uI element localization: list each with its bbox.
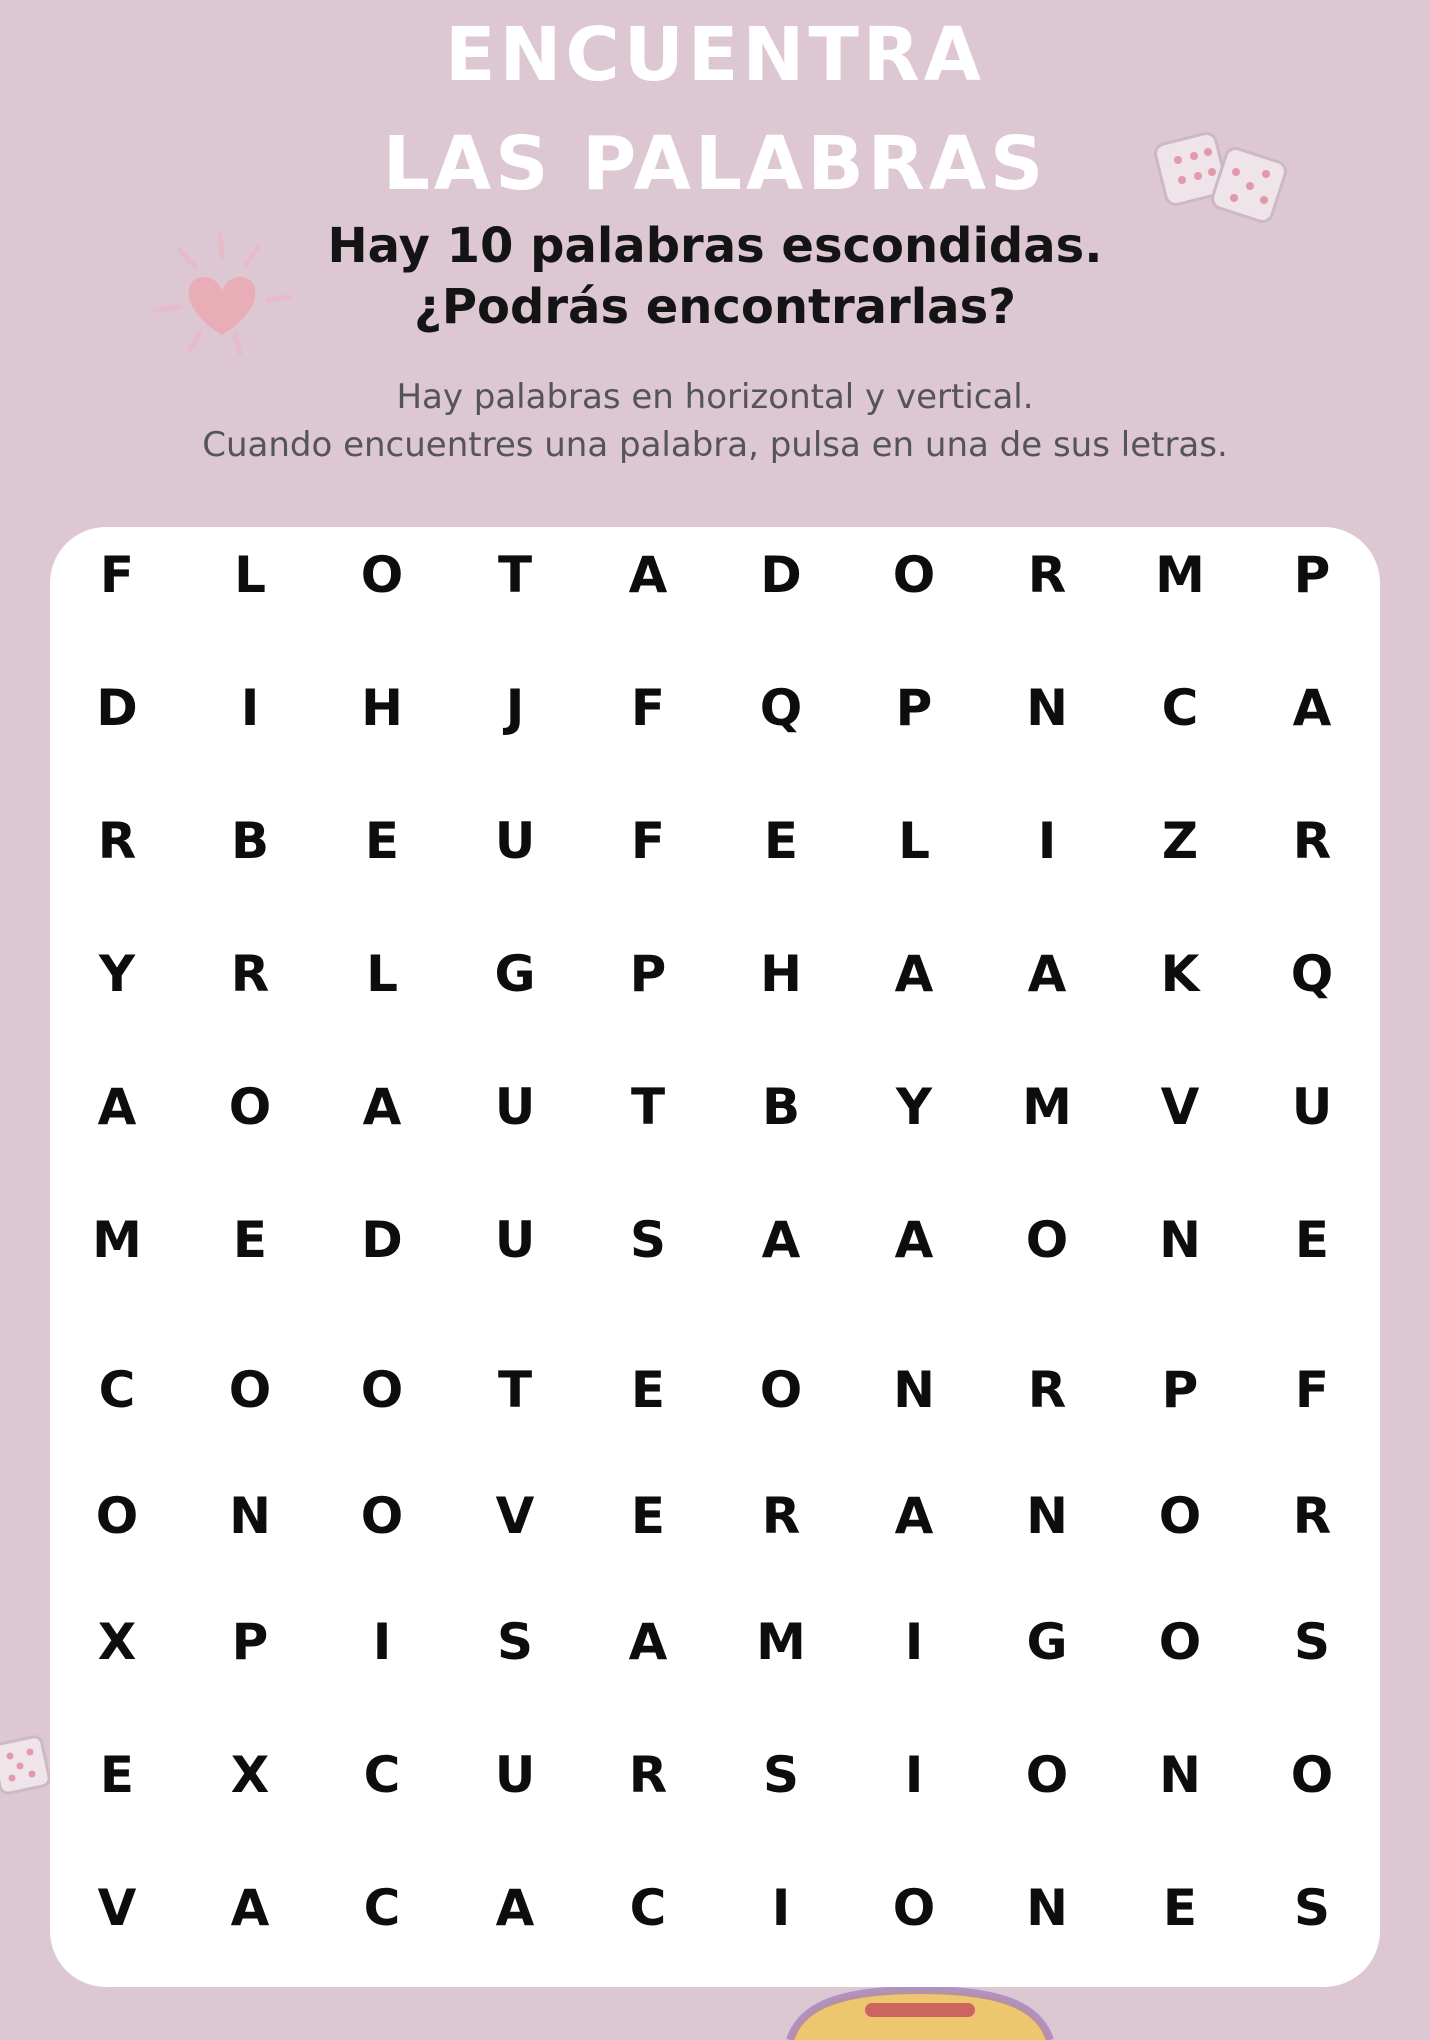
- letter-cell[interactable]: R: [1027, 546, 1067, 604]
- letter-cell[interactable]: E: [1294, 1211, 1330, 1269]
- grid-row-11: [50, 1858, 1380, 1958]
- letter-cell[interactable]: O: [759, 1361, 803, 1419]
- letter-cell[interactable]: O: [360, 546, 404, 604]
- letter-cell[interactable]: U: [494, 812, 536, 870]
- letter-cell[interactable]: I: [1037, 812, 1057, 870]
- letter-cell[interactable]: O: [95, 1487, 139, 1545]
- title-line-1: ENCUENTRA: [444, 12, 986, 98]
- letter-cell[interactable]: A: [495, 1879, 535, 1937]
- letter-cell[interactable]: U: [494, 1078, 536, 1136]
- letter-cell[interactable]: O: [892, 546, 936, 604]
- letter-cell[interactable]: S: [629, 1211, 666, 1269]
- letter-cell[interactable]: O: [892, 1879, 936, 1937]
- letter-cell[interactable]: C: [98, 1361, 136, 1419]
- letter-cell[interactable]: Z: [1161, 812, 1199, 870]
- letter-cell[interactable]: N: [1026, 1487, 1068, 1545]
- letter-cell[interactable]: E: [763, 812, 799, 870]
- letter-cell[interactable]: A: [362, 1078, 402, 1136]
- letter-cell[interactable]: S: [762, 1746, 799, 1804]
- letter-cell[interactable]: C: [363, 1879, 401, 1937]
- letter-cell[interactable]: H: [760, 945, 802, 1003]
- letter-cell[interactable]: O: [1025, 1746, 1069, 1804]
- letter-cell[interactable]: F: [630, 812, 666, 870]
- letter-cell[interactable]: M: [756, 1613, 806, 1671]
- grid-row-6: [50, 1190, 1380, 1290]
- subtitle-line-1: Hay 10 palabras escondidas.: [327, 218, 1103, 274]
- letter-cell[interactable]: I: [771, 1879, 791, 1937]
- letter-cell[interactable]: M: [1155, 546, 1205, 604]
- letter-cell[interactable]: R: [761, 1487, 801, 1545]
- letter-cell[interactable]: N: [1026, 679, 1068, 737]
- letter-cell[interactable]: C: [629, 1879, 667, 1937]
- letter-cell[interactable]: O: [1158, 1613, 1202, 1671]
- letter-cell[interactable]: T: [630, 1078, 666, 1136]
- letter-cell[interactable]: D: [760, 546, 802, 604]
- letter-cell[interactable]: N: [1159, 1211, 1201, 1269]
- letter-cell[interactable]: F: [99, 546, 135, 604]
- letter-cell[interactable]: U: [1291, 1078, 1333, 1136]
- letter-cell[interactable]: A: [97, 1078, 137, 1136]
- letter-cell[interactable]: E: [364, 812, 400, 870]
- letter-cell[interactable]: R: [1292, 1487, 1332, 1545]
- letter-cell[interactable]: N: [229, 1487, 271, 1545]
- letter-cell[interactable]: R: [1292, 812, 1332, 870]
- grid-row-5: [50, 1057, 1380, 1157]
- letter-cell[interactable]: O: [228, 1361, 272, 1419]
- letter-cell[interactable]: K: [1160, 945, 1200, 1003]
- letter-cell[interactable]: A: [628, 1613, 668, 1671]
- letter-cell[interactable]: I: [904, 1613, 924, 1671]
- letter-cell[interactable]: F: [1294, 1361, 1330, 1419]
- letter-cell[interactable]: Y: [895, 1078, 933, 1136]
- grid-row-3: [50, 791, 1380, 891]
- character-peek-icon: [770, 1985, 1070, 2040]
- grid-row-2: [50, 658, 1380, 758]
- grid-row-10: [50, 1725, 1380, 1825]
- letter-cell[interactable]: O: [1025, 1211, 1069, 1269]
- letter-cell[interactable]: V: [97, 1879, 137, 1937]
- grid-row-8: [50, 1466, 1380, 1566]
- letter-cell[interactable]: V: [1160, 1078, 1200, 1136]
- letter-cell[interactable]: R: [628, 1746, 668, 1804]
- letter-cell[interactable]: E: [99, 1746, 135, 1804]
- instruction-line-2: Cuando encuentres una palabra, pulsa en una de sus letras.: [202, 425, 1228, 465]
- letter-cell[interactable]: P: [895, 679, 933, 737]
- letter-cell[interactable]: B: [761, 1078, 801, 1136]
- letter-cell[interactable]: G: [494, 945, 536, 1003]
- letter-cell[interactable]: L: [366, 945, 398, 1003]
- letter-cell[interactable]: O: [1290, 1746, 1334, 1804]
- letter-cell[interactable]: P: [231, 1613, 269, 1671]
- letter-cell[interactable]: J: [505, 679, 525, 737]
- letter-cell[interactable]: V: [495, 1487, 535, 1545]
- letter-cell[interactable]: S: [496, 1613, 533, 1671]
- letter-cell[interactable]: O: [1158, 1487, 1202, 1545]
- letter-cell[interactable]: N: [893, 1361, 935, 1419]
- letter-cell[interactable]: N: [1026, 1879, 1068, 1937]
- letter-cell[interactable]: Y: [98, 945, 136, 1003]
- grid-row-9: [50, 1592, 1380, 1692]
- letter-cell[interactable]: P: [1293, 546, 1331, 604]
- letter-cell[interactable]: D: [361, 1211, 403, 1269]
- letter-cell[interactable]: O: [360, 1487, 404, 1545]
- letter-cell[interactable]: E: [232, 1211, 268, 1269]
- letter-cell[interactable]: M: [92, 1211, 142, 1269]
- grid-row-4: [50, 924, 1380, 1024]
- letter-cell[interactable]: A: [1027, 945, 1067, 1003]
- letter-cell[interactable]: R: [1027, 1361, 1067, 1419]
- letter-cell[interactable]: A: [894, 1211, 934, 1269]
- letter-cell[interactable]: Q: [1290, 945, 1334, 1003]
- letter-cell[interactable]: F: [630, 679, 666, 737]
- letter-cell[interactable]: I: [240, 679, 260, 737]
- letter-cell[interactable]: I: [372, 1613, 392, 1671]
- subtitle-line-2: ¿Podrás encontrarlas?: [414, 279, 1016, 335]
- letter-cell[interactable]: N: [1159, 1746, 1201, 1804]
- letter-cell[interactable]: A: [230, 1879, 270, 1937]
- letter-cell[interactable]: A: [761, 1211, 801, 1269]
- letter-cell[interactable]: R: [97, 812, 137, 870]
- letter-cell[interactable]: L: [234, 546, 266, 604]
- letter-cell[interactable]: A: [628, 546, 668, 604]
- letter-cell[interactable]: D: [96, 679, 138, 737]
- letter-cell[interactable]: T: [497, 546, 533, 604]
- letter-cell[interactable]: B: [230, 812, 270, 870]
- letter-cell[interactable]: U: [494, 1211, 536, 1269]
- letter-cell[interactable]: A: [1292, 679, 1332, 737]
- letter-cell[interactable]: E: [630, 1487, 666, 1545]
- letter-cell[interactable]: X: [97, 1613, 137, 1671]
- letter-cell[interactable]: Q: [759, 679, 803, 737]
- letter-cell[interactable]: G: [1026, 1613, 1068, 1671]
- title-line-2: LAS PALABRAS: [382, 121, 1048, 207]
- letter-cell[interactable]: E: [1162, 1879, 1198, 1937]
- letter-cell[interactable]: M: [1022, 1078, 1072, 1136]
- letter-cell[interactable]: X: [230, 1746, 270, 1804]
- letter-cell[interactable]: I: [904, 1746, 924, 1804]
- grid-row-1: [50, 525, 1380, 625]
- word-search-board: [50, 527, 1380, 1987]
- letter-cell[interactable]: R: [230, 945, 270, 1003]
- letter-cell[interactable]: U: [494, 1746, 536, 1804]
- letter-cell[interactable]: H: [361, 679, 403, 737]
- letter-cell[interactable]: E: [630, 1361, 666, 1419]
- letter-cell[interactable]: S: [1293, 1613, 1330, 1671]
- instruction-line-1: Hay palabras en horizontal y vertical.: [396, 377, 1034, 417]
- grid-row-7: [50, 1340, 1380, 1440]
- letter-cell[interactable]: P: [1161, 1361, 1199, 1419]
- letter-cell[interactable]: O: [228, 1078, 272, 1136]
- letter-cell[interactable]: S: [1293, 1879, 1330, 1937]
- letter-cell[interactable]: T: [497, 1361, 533, 1419]
- letter-cell[interactable]: L: [898, 812, 930, 870]
- letter-cell[interactable]: P: [629, 945, 667, 1003]
- letter-cell[interactable]: C: [1161, 679, 1199, 737]
- letter-cell[interactable]: O: [360, 1361, 404, 1419]
- letter-cell[interactable]: A: [894, 945, 934, 1003]
- letter-cell[interactable]: A: [894, 1487, 934, 1545]
- letter-cell[interactable]: C: [363, 1746, 401, 1804]
